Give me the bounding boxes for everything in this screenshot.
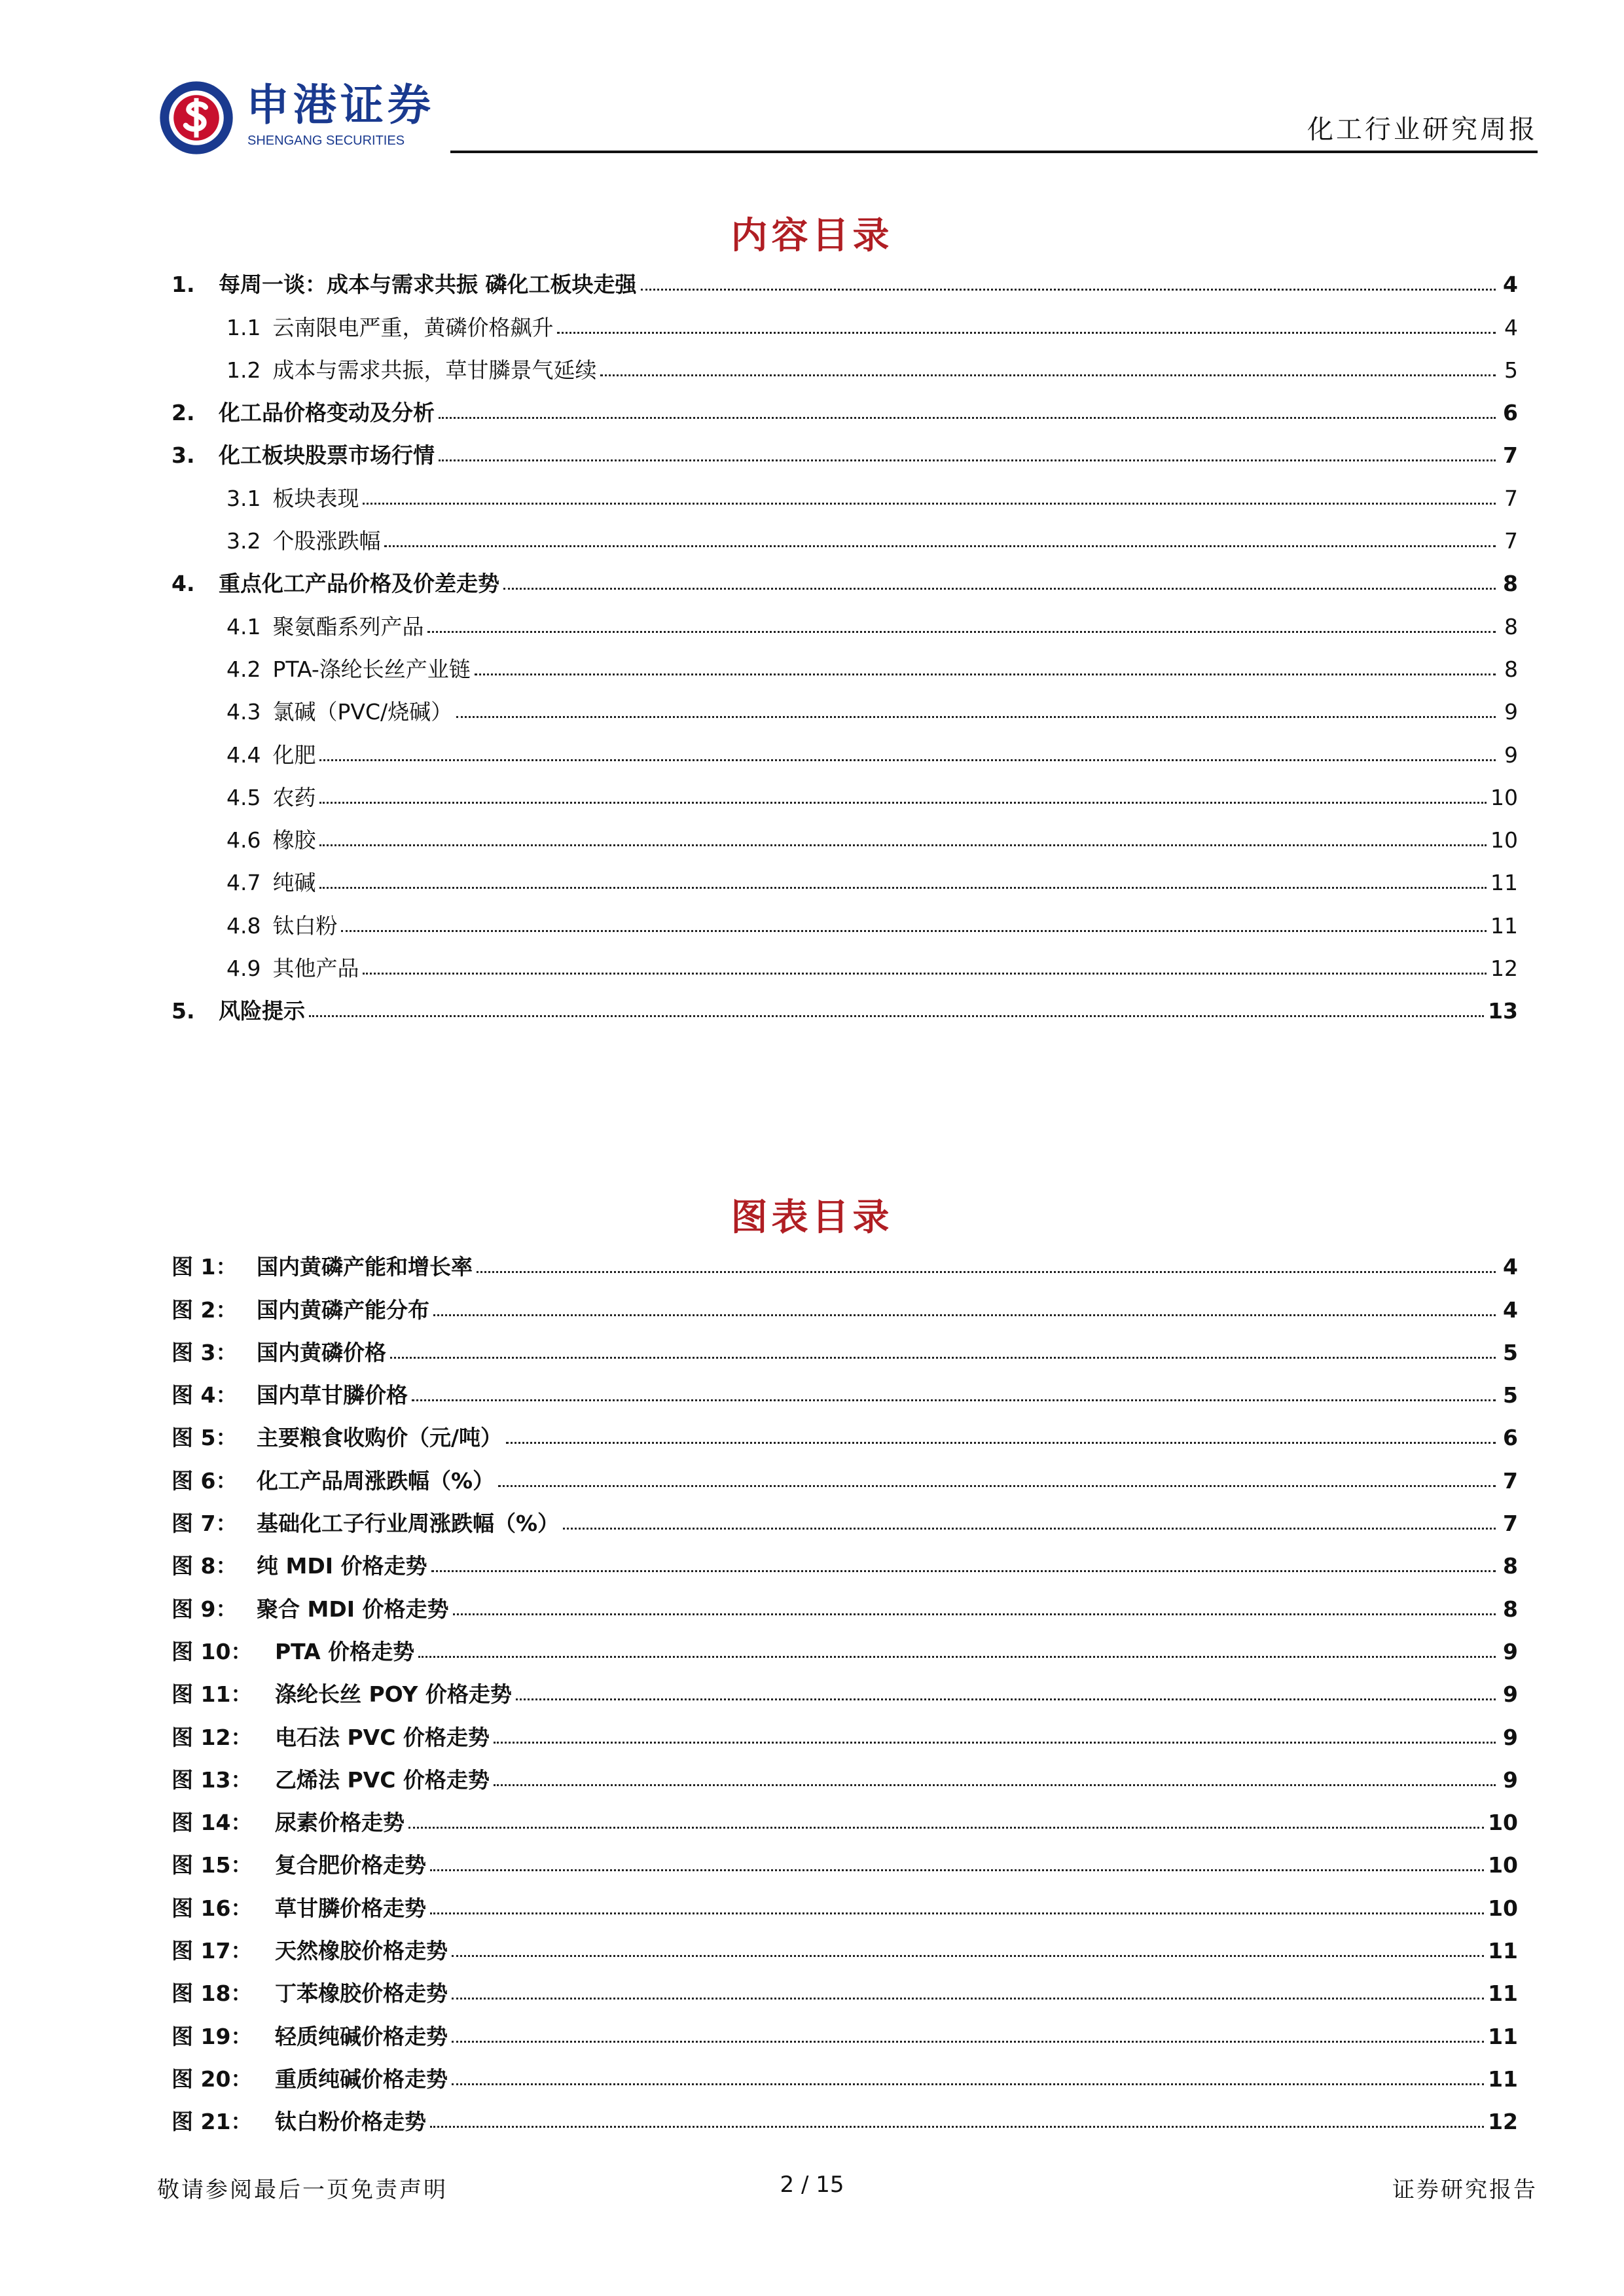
entry-title: [171, 2109, 426, 2135]
entry-number: 4.8: [226, 912, 261, 939]
figure-entry[interactable]: [171, 1620, 1518, 1662]
entry-number: 图 20：: [171, 2066, 253, 2092]
entry-label: 重质纯碱价格走势: [275, 2066, 448, 2092]
entry-label: 国内草甘膦价格: [257, 1382, 408, 1408]
figure-entry[interactable]: [171, 1363, 1518, 1406]
entry-label: 风险提示: [219, 998, 305, 1024]
entry-number: 图 12：: [171, 1724, 253, 1750]
dot-leader: [430, 1912, 1484, 1914]
entry-number: 3.2: [226, 528, 261, 554]
entry-label: 乙烯法 PVC 价格走势: [275, 1767, 490, 1793]
toc-entry[interactable]: [171, 766, 1518, 808]
entry-title: [226, 701, 452, 723]
entry-number: 图 2：: [171, 1297, 238, 1323]
entry-number: 图 16：: [171, 1895, 253, 1921]
entry-page-number: 7: [1503, 1467, 1518, 1494]
entry-page-number: 12: [1490, 956, 1518, 982]
figure-entry[interactable]: [171, 1662, 1518, 1708]
entry-number: 图 11：: [171, 1681, 253, 1708]
dot-leader: [412, 1399, 1496, 1401]
figure-entry[interactable]: [171, 1448, 1518, 1494]
dot-leader: [456, 716, 1496, 718]
entry-label: 钛白粉价格走势: [275, 2109, 426, 2135]
entry-page-number: 7: [1504, 528, 1518, 554]
entry-number: 图 14：: [171, 1810, 253, 1836]
entry-number: 4.7: [226, 870, 261, 896]
entry-title: [171, 1339, 386, 1365]
dot-leader: [506, 1442, 1496, 1444]
entry-title: [171, 1384, 408, 1406]
entry-title: [171, 1425, 503, 1451]
dot-leader: [309, 1015, 1484, 1017]
entry-title: [226, 530, 380, 552]
entry-label: 轻质纯碱价格走势: [275, 2023, 448, 2049]
entry-label: 其他产品: [272, 956, 359, 982]
entry-number: 图 4：: [171, 1382, 238, 1408]
entry-label: 每周一谈：成本与需求共振 磷化工板块走强: [219, 272, 637, 298]
entry-number: 图 18：: [171, 1981, 253, 2007]
entry-page-number: 4: [1503, 272, 1518, 298]
toc-entry[interactable]: [171, 637, 1518, 680]
contents-title: 内容目录: [731, 214, 893, 257]
toc-entry[interactable]: [171, 808, 1518, 851]
dot-leader: [452, 2083, 1484, 2085]
dot-leader: [498, 1485, 1496, 1487]
entry-number: 图 10：: [171, 1638, 253, 1664]
dot-leader: [341, 930, 1487, 932]
entry-label: 基础化工子行业周涨跌幅（%）: [257, 1511, 560, 1537]
entry-page-number: 5: [1503, 1339, 1518, 1365]
dot-leader: [430, 2126, 1484, 2128]
entry-page-number: 8: [1504, 613, 1518, 639]
entry-label: 化肥: [272, 742, 316, 768]
entry-label: 氯碱（PVC/烧碱）: [272, 699, 453, 725]
list-of-figures: [171, 1235, 1518, 2135]
entry-page-number: 13: [1488, 998, 1518, 1024]
entry-label: 农药: [272, 784, 316, 810]
entry-label: 纯 MDI 价格走势: [257, 1553, 427, 1579]
toc-entry[interactable]: [171, 381, 1518, 426]
dot-leader: [494, 1784, 1496, 1786]
figure-entry[interactable]: [171, 1833, 1518, 1876]
entry-page-number: 7: [1503, 442, 1518, 469]
dot-leader: [319, 887, 1487, 889]
entry-label: 化工品价格变动及分析: [219, 400, 435, 426]
figure-entry[interactable]: [171, 1577, 1518, 1622]
entry-number: 1.1: [226, 314, 261, 340]
entry-title: [226, 784, 316, 810]
entry-label: 主要粮食收购价（元/吨）: [257, 1425, 503, 1451]
entry-title: [171, 1256, 473, 1278]
entry-page-number: 10: [1490, 784, 1518, 810]
entry-number: 图 21：: [171, 2109, 253, 2135]
entry-page-number: 5: [1503, 1382, 1518, 1408]
entry-title: [171, 1681, 512, 1708]
dot-leader: [390, 1357, 1496, 1359]
entry-label: 国内黄磷产能分布: [257, 1297, 429, 1323]
entry-page-number: 7: [1504, 485, 1518, 511]
entry-title: [226, 658, 471, 680]
dot-leader: [477, 1271, 1496, 1273]
entry-number: 1.2: [226, 357, 261, 383]
toc-entry[interactable]: [171, 680, 1518, 723]
dot-leader: [319, 844, 1487, 846]
entry-number: 图 9：: [171, 1596, 238, 1622]
figure-entry[interactable]: [171, 1321, 1518, 1363]
entry-page-number: 8: [1503, 1596, 1518, 1622]
entry-title: [171, 400, 435, 426]
dot-leader: [475, 673, 1496, 675]
entry-title: [171, 1724, 490, 1750]
entry-number: 图 19：: [171, 2023, 253, 2049]
figure-entry[interactable]: [171, 2090, 1518, 2135]
entry-label: 聚氨酯系列产品: [272, 613, 424, 639]
dot-leader: [430, 1869, 1484, 1871]
entry-number: 4.2: [226, 656, 261, 682]
entry-label: 复合肥价格走势: [275, 1852, 426, 1878]
entry-label: 尿素价格走势: [275, 1810, 405, 1836]
entry-page-number: 9: [1504, 742, 1518, 768]
toc-entry[interactable]: [171, 295, 1518, 338]
toc-entry[interactable]: [171, 594, 1518, 637]
entry-number: 5.: [171, 998, 195, 1024]
dot-leader: [503, 588, 1496, 590]
entry-page-number: 9: [1503, 1724, 1518, 1750]
entry-page-number: 8: [1504, 656, 1518, 682]
footer-doc-type: 证券研究报告: [1392, 2177, 1538, 2203]
figure-entry[interactable]: [171, 1278, 1518, 1323]
figure-entry[interactable]: [171, 1962, 1518, 2007]
entry-page-number: 11: [1488, 2023, 1518, 2049]
entry-title: [171, 1598, 449, 1620]
toc-entry[interactable]: [171, 338, 1518, 381]
entry-page-number: 11: [1490, 870, 1518, 896]
figure-entry[interactable]: [171, 1534, 1518, 1577]
entry-label: 云南限电严重，黄磷价格飙升: [272, 314, 554, 340]
toc-entry[interactable]: [171, 552, 1518, 597]
figure-entry[interactable]: [171, 2004, 1518, 2047]
dot-leader: [563, 1528, 1496, 1530]
figure-entry[interactable]: [171, 1919, 1518, 1962]
entry-label: 个股涨跌幅: [272, 528, 381, 554]
entry-title: [171, 1897, 426, 1919]
entry-title: [171, 2023, 448, 2049]
dot-leader: [427, 631, 1496, 633]
dot-leader: [408, 1827, 1484, 1829]
entry-label: 橡胶: [272, 827, 316, 853]
entry-page-number: 9: [1503, 1767, 1518, 1793]
dot-leader: [641, 289, 1496, 291]
dot-leader: [453, 1613, 1496, 1615]
entry-label: 板块表现: [272, 485, 359, 511]
entry-label: 化工产品周涨跌幅（%）: [257, 1467, 495, 1494]
entry-title: [171, 1555, 427, 1577]
entry-label: 电石法 PVC 价格走势: [275, 1724, 490, 1750]
entry-label: 化工板块股票市场行情: [219, 442, 435, 469]
dot-leader: [384, 545, 1496, 547]
toc-entry[interactable]: [171, 979, 1518, 1022]
entry-number: 4.6: [226, 827, 261, 853]
entry-title: [226, 912, 338, 939]
entry-title: [171, 1638, 415, 1664]
figures-title: 图表目录: [731, 1196, 893, 1239]
entry-label: 天然橡胶价格走势: [275, 1938, 448, 1964]
entry-title: [171, 1981, 448, 2007]
entry-label: PTA 价格走势: [275, 1638, 415, 1664]
page-header: [0, 0, 1624, 157]
entry-number: 图 15：: [171, 1852, 253, 1878]
entry-label: 国内黄磷产能和增长率: [257, 1254, 473, 1280]
entry-title: [226, 870, 316, 896]
entry-title: [171, 1000, 305, 1022]
entry-page-number: 10: [1490, 827, 1518, 853]
dot-leader: [418, 1656, 1496, 1658]
entry-number: 图 1：: [171, 1254, 238, 1280]
entry-title: [171, 571, 499, 597]
entry-number: 3.: [171, 442, 195, 469]
dot-leader: [494, 1742, 1496, 1744]
entry-page-number: 8: [1503, 1553, 1518, 1579]
figure-entry[interactable]: [171, 1235, 1518, 1278]
dot-leader: [439, 459, 1496, 461]
entry-title: [171, 1940, 448, 1962]
figure-entry[interactable]: [171, 1876, 1518, 1921]
toc-entry[interactable]: [171, 893, 1518, 939]
entry-page-number: 10: [1488, 1852, 1518, 1878]
toc-entry[interactable]: [171, 423, 1518, 469]
entry-number: 4.3: [226, 699, 261, 725]
header-divider: [450, 151, 1538, 153]
toc-entry[interactable]: [171, 509, 1518, 552]
entry-number: 图 13：: [171, 1767, 253, 1793]
entry-label: 丁苯橡胶价格走势: [275, 1981, 448, 2007]
entry-number: 4.: [171, 571, 195, 597]
entry-number: 图 8：: [171, 1553, 238, 1579]
entry-title: [171, 1810, 405, 1836]
entry-title: [226, 314, 554, 340]
entry-number: 1.: [171, 272, 195, 298]
entry-title: [226, 956, 359, 982]
page-footer: [0, 2172, 1624, 2211]
entry-title: [226, 485, 359, 511]
entry-label: PTA-涤纶长丝产业链: [272, 656, 471, 682]
entry-page-number: 4: [1503, 1254, 1518, 1280]
figure-entry[interactable]: [171, 1748, 1518, 1791]
dot-leader: [319, 759, 1496, 761]
entry-number: 图 7：: [171, 1511, 238, 1537]
dot-leader: [319, 802, 1487, 804]
entry-page-number: 11: [1488, 1981, 1518, 2007]
toc-entry[interactable]: [171, 851, 1518, 896]
entry-page-number: 9: [1503, 1681, 1518, 1708]
entry-page-number: 5: [1504, 357, 1518, 383]
entry-page-number: 4: [1504, 314, 1518, 340]
toc-entry[interactable]: [171, 723, 1518, 768]
entry-page-number: 10: [1488, 1895, 1518, 1921]
entry-title: [226, 359, 596, 381]
dot-leader: [452, 1998, 1484, 2000]
toc-entry[interactable]: [171, 253, 1518, 298]
entry-title: [171, 1299, 429, 1321]
entry-page-number: 11: [1488, 2066, 1518, 2092]
entry-label: 涤纶长丝 POY 价格走势: [275, 1681, 512, 1708]
entry-number: 图 17：: [171, 1938, 253, 1964]
entry-number: 图 3：: [171, 1339, 238, 1365]
dot-leader: [363, 503, 1496, 505]
entry-title: [171, 1769, 490, 1791]
figure-entry[interactable]: [171, 1791, 1518, 1836]
logo-english-name: SHENGANG SECURITIES: [247, 134, 405, 148]
entry-number: 4.5: [226, 784, 261, 810]
entry-page-number: 8: [1503, 571, 1518, 597]
entry-number: 4.4: [226, 742, 261, 768]
dot-leader: [431, 1570, 1496, 1572]
figure-entry[interactable]: [171, 1705, 1518, 1748]
figure-entry[interactable]: [171, 1406, 1518, 1451]
entry-title: [226, 829, 316, 851]
dot-leader: [452, 2041, 1484, 2043]
entry-label: 聚合 MDI 价格走势: [257, 1596, 449, 1622]
entry-number: 2.: [171, 400, 195, 426]
dot-leader: [433, 1314, 1496, 1316]
entry-label: 国内黄磷价格: [257, 1339, 386, 1365]
entry-title: [171, 442, 435, 469]
entry-page-number: 11: [1490, 912, 1518, 939]
entry-title: [171, 1467, 495, 1494]
entry-number: 图 5：: [171, 1425, 238, 1451]
entry-page-number: 6: [1503, 1425, 1518, 1451]
entry-number: 4.1: [226, 613, 261, 639]
entry-number: 4.9: [226, 956, 261, 982]
report-type-title: 化工行业研究周报: [1307, 115, 1538, 145]
dot-leader: [600, 374, 1496, 376]
entry-label: 纯碱: [272, 870, 316, 896]
shengang-logo-icon: [158, 80, 234, 156]
page-number: 2 / 15: [780, 2172, 844, 2198]
dot-leader: [557, 332, 1496, 334]
entry-label: 草甘膦价格走势: [275, 1895, 426, 1921]
table-of-contents: [171, 253, 1518, 1022]
entry-page-number: 6: [1503, 400, 1518, 426]
entry-page-number: 7: [1503, 1511, 1518, 1537]
figure-entry[interactable]: [171, 2047, 1518, 2090]
entry-label: 成本与需求共振，草甘膦景气延续: [272, 357, 597, 383]
entry-page-number: 9: [1503, 1638, 1518, 1664]
dot-leader: [363, 973, 1487, 975]
entry-label: 重点化工产品价格及价差走势: [219, 571, 499, 597]
entry-page-number: 10: [1488, 1810, 1518, 1836]
entry-title: [171, 2068, 448, 2090]
toc-entry[interactable]: [171, 466, 1518, 509]
toc-entry[interactable]: [171, 937, 1518, 982]
entry-title: [226, 744, 316, 766]
entry-page-number: 11: [1488, 1938, 1518, 1964]
entry-number: 3.1: [226, 485, 261, 511]
entry-page-number: 4: [1503, 1297, 1518, 1323]
entry-number: 图 6：: [171, 1467, 238, 1494]
entry-title: [171, 1854, 426, 1876]
entry-label: 钛白粉: [272, 912, 338, 939]
footer-disclaimer[interactable]: 敬请参阅最后一页免责声明: [157, 2177, 448, 2203]
figure-entry[interactable]: [171, 1492, 1518, 1537]
entry-page-number: 12: [1488, 2109, 1518, 2135]
dot-leader: [439, 417, 1496, 419]
entry-page-number: 9: [1504, 699, 1518, 725]
dot-leader: [516, 1698, 1496, 1700]
entry-title: [226, 613, 424, 639]
dot-leader: [452, 1955, 1484, 1957]
entry-title: [171, 272, 637, 298]
entry-title: [171, 1511, 560, 1537]
logo-chinese-name: 申港证券: [246, 80, 435, 130]
